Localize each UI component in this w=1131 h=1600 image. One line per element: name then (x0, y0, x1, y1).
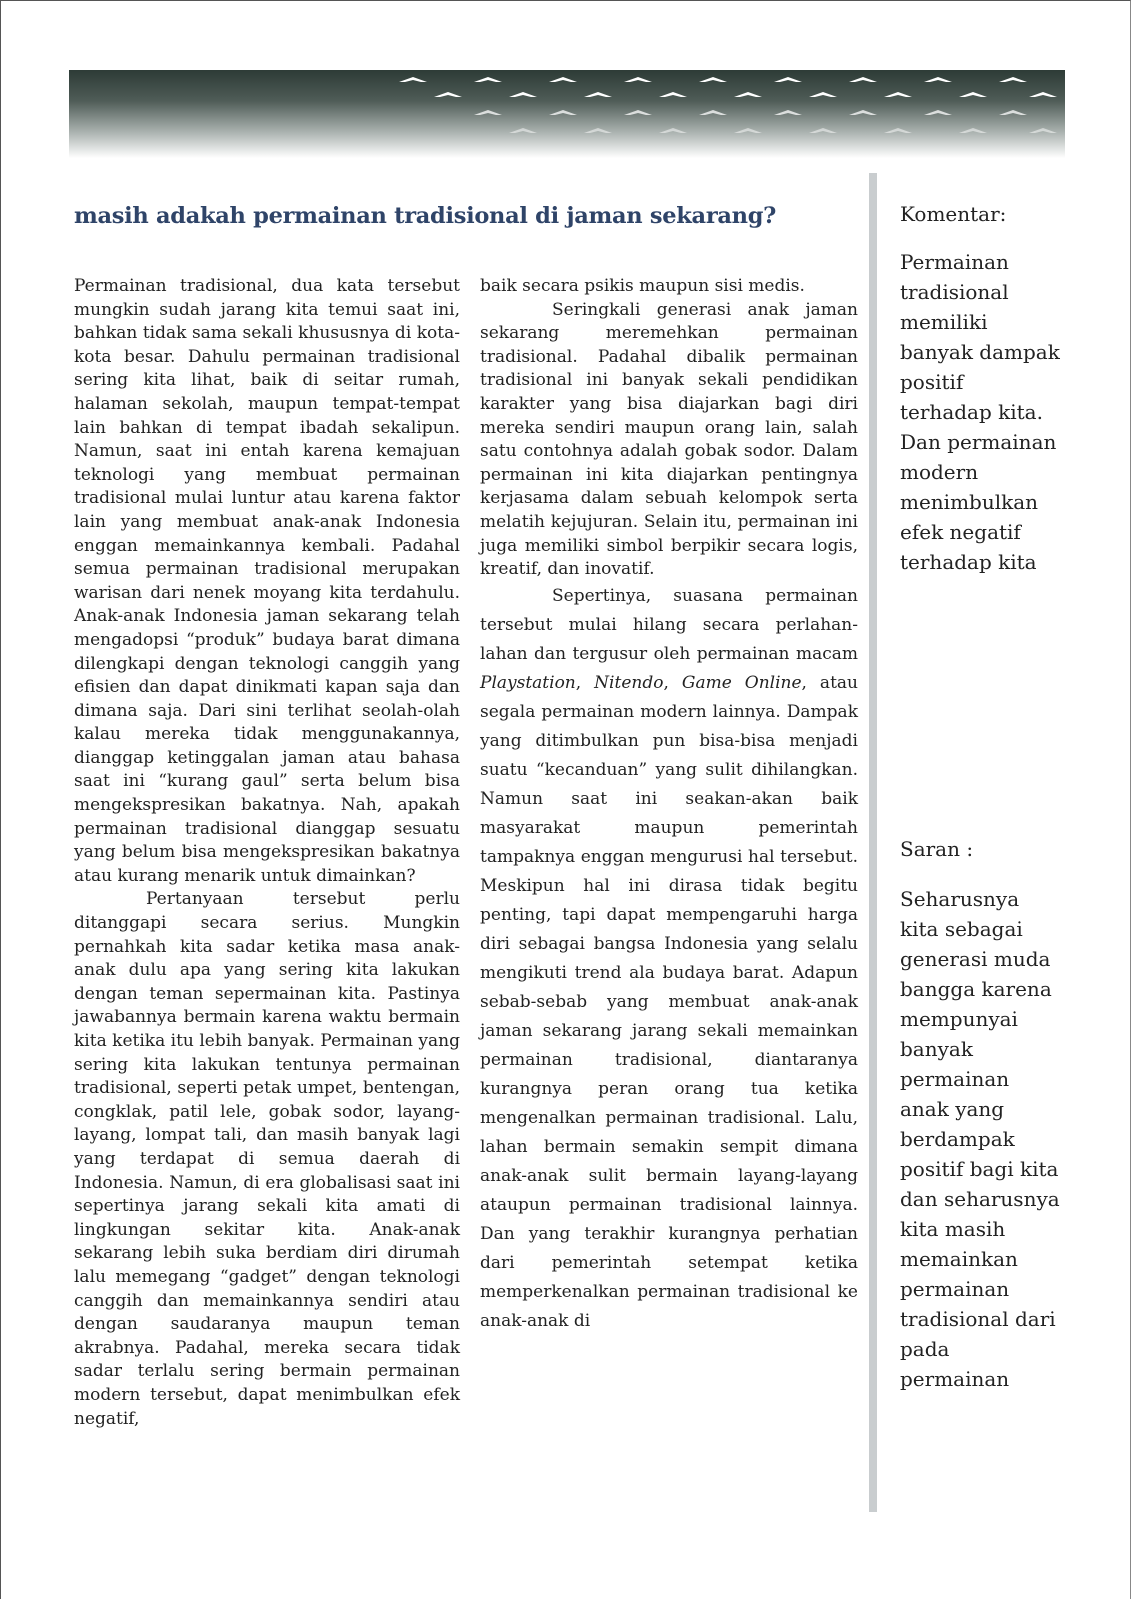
article-column-2 (480, 275, 858, 1336)
banner-ornament-pattern (69, 70, 1065, 158)
article-column-1 (74, 275, 460, 1431)
header-banner (69, 70, 1065, 158)
article-title: masih adakah permainan tradisional di jaman sekarang? (74, 203, 777, 229)
komentar-label: Komentar: (900, 202, 1007, 226)
column2-paragraph-1: baik secara psikis maupun sisi medis. (480, 276, 805, 296)
column2-paragraph-2: Seringkali generasi anak jaman sekarang meremehkan permainan tradisional. Padahal dibalik permainan tradisional ini banyak sekali pendidikan karakter yang bisa diajarkan bagi diri mereka sendiri maupun orang lain, salah satu contohnya adalah gobak sodor. Dalam permainan ini kita diajarkan pentingnya kerjasama dalam sebuah kelompok serta melatih kejujuran. Selain itu, permainan ini juga memiliki simbol berpikir secara logis, kreatif, dan inovatif. (480, 299, 858, 580)
saran-label: Saran : (900, 837, 974, 861)
column2-p3-italic-playstation: Playstation (480, 672, 576, 693)
column2-p3-text-b: , (575, 672, 595, 693)
column1-paragraph-1: Permainan tradisional, dua kata tersebut mungkin sudah jarang kita temui saat ini, bahkan tidak sama sekali khususnya di kota-kota besar. Dahulu permainan tradisional sering kita lihat, baik di seitar rumah, halaman sekolah, maupun tempat-tempat lain bahkan di tempat ibadah sekalipun. Namun, saat ini entah karena kemajuan teknologi yang membuat permainan tradisional mulai luntur atau karena faktor lain yang membuat anak-anak Indonesia enggan memainkannya kembali. Padahal semua permainan tradisional merupakan warisan dari nenek moyang kita terdahulu. Anak-anak Indonesia jaman sekarang telah mengadopsi “produk” budaya barat dimana dilengkapi dengan teknologi canggih yang efisien dan dapat dinikmati kapan saja dan dimana saja. Dari sini terlihat seolah-olah kalau mereka tidak menggunakannya, dianggap ketinggalan jaman atau bahasa saat ini “kurang gaul” serta belum bisa mengekspresikan bakatnya. Nah, apakah permainan tradisional dianggap sesuatu yang belum bisa mengekspresikan bakatnya atau kurang menarik untuk dimainkan? (74, 276, 460, 886)
komentar-text: Permainan tradisional memiliki banyak dampak positif terhadap kita. Dan permainan modern menimbulkan efek negatif terhadap kita (900, 250, 1060, 574)
saran-text: Seharusnya kita sebagai generasi muda bangga karena mempunyai banyak permainan anak yang berdampak positif bagi kita dan seharusnya kita masih memainkan permainan tradisional dari pada permainan (900, 887, 1060, 1391)
column2-p3-text-c: , (663, 672, 682, 693)
column1-paragraph-2: Pertanyaan tersebut perlu ditanggapi secara serius. Mungkin pernahkah kita sadar ketika masa anak-anak dulu apa yang sering kita lakukan dengan teman sepermainan kita. Pastinya jawabannya bermain karena waktu bermain kita ketika itu lebih banyak. Permainan yang sering kita lakukan tentunya permainan tradisional, seperti petak umpet, bentengan, congklak, patil lele, gobak sodor, layang-layang, lompat tali, dan masih banyak lagi yang terdapat di semua daerah di Indonesia. Namun, di era globalisasi saat ini sepertinya jarang sekali kita amati di lingkungan sekitar kita. Anak-anak sekarang lebih suka berdiam diri dirumah lalu memegang “gadget” dengan teknologi canggih dan memainkannya sendiri atau dengan saudaranya maupun teman akrabnya. Padahal, mereka secara tidak sadar terlalu sering bermain permainan modern tersebut, dapat menimbulkan efek negatif, (74, 889, 460, 1429)
column2-p3-text-a: Sepertinya, suasana permainan tersebut mulai hilang secara perlahan-lahan dan tergusur oleh permainan macam (480, 585, 858, 664)
column2-p3-text-d: , atau segala permainan modern lainnya. Dampak yang ditimbulkan pun bisa-bisa menjadi suatu “kecanduan” yang sulit dihilangkan. Namun saat ini seakan-akan baik masyarakat maupun pemerintah tampaknya enggan mengurusi hal tersebut. Meskipun hal ini dirasa tidak begitu penting, tapi dapat mempengaruhi harga diri sebagai bangsa Indonesia yang selalu mengikuti trend ala budaya barat. Adapun sebab-sebab yang membuat anak-anak jaman sekarang jarang sekali memainkan permainan tradisional, diantaranya kurangnya peran orang tua ketika mengenalkan permainan tradisional. Lalu, lahan bermain semakin sempit dimana anak-anak sulit bermain layang-layang ataupun permainan tradisional lainnya. Dan yang terakhir kurangnya perhatian dari pemerintah setempat ketika memperkenalkan permainan tradisional ke anak-anak di (480, 672, 858, 1331)
column2-paragraph-3 (480, 582, 858, 1336)
column2-p3-italic-game-online: Game Online (681, 672, 802, 693)
sidebar-divider (869, 173, 877, 1512)
column2-p3-italic-nitendo: Nitendo (594, 672, 664, 693)
